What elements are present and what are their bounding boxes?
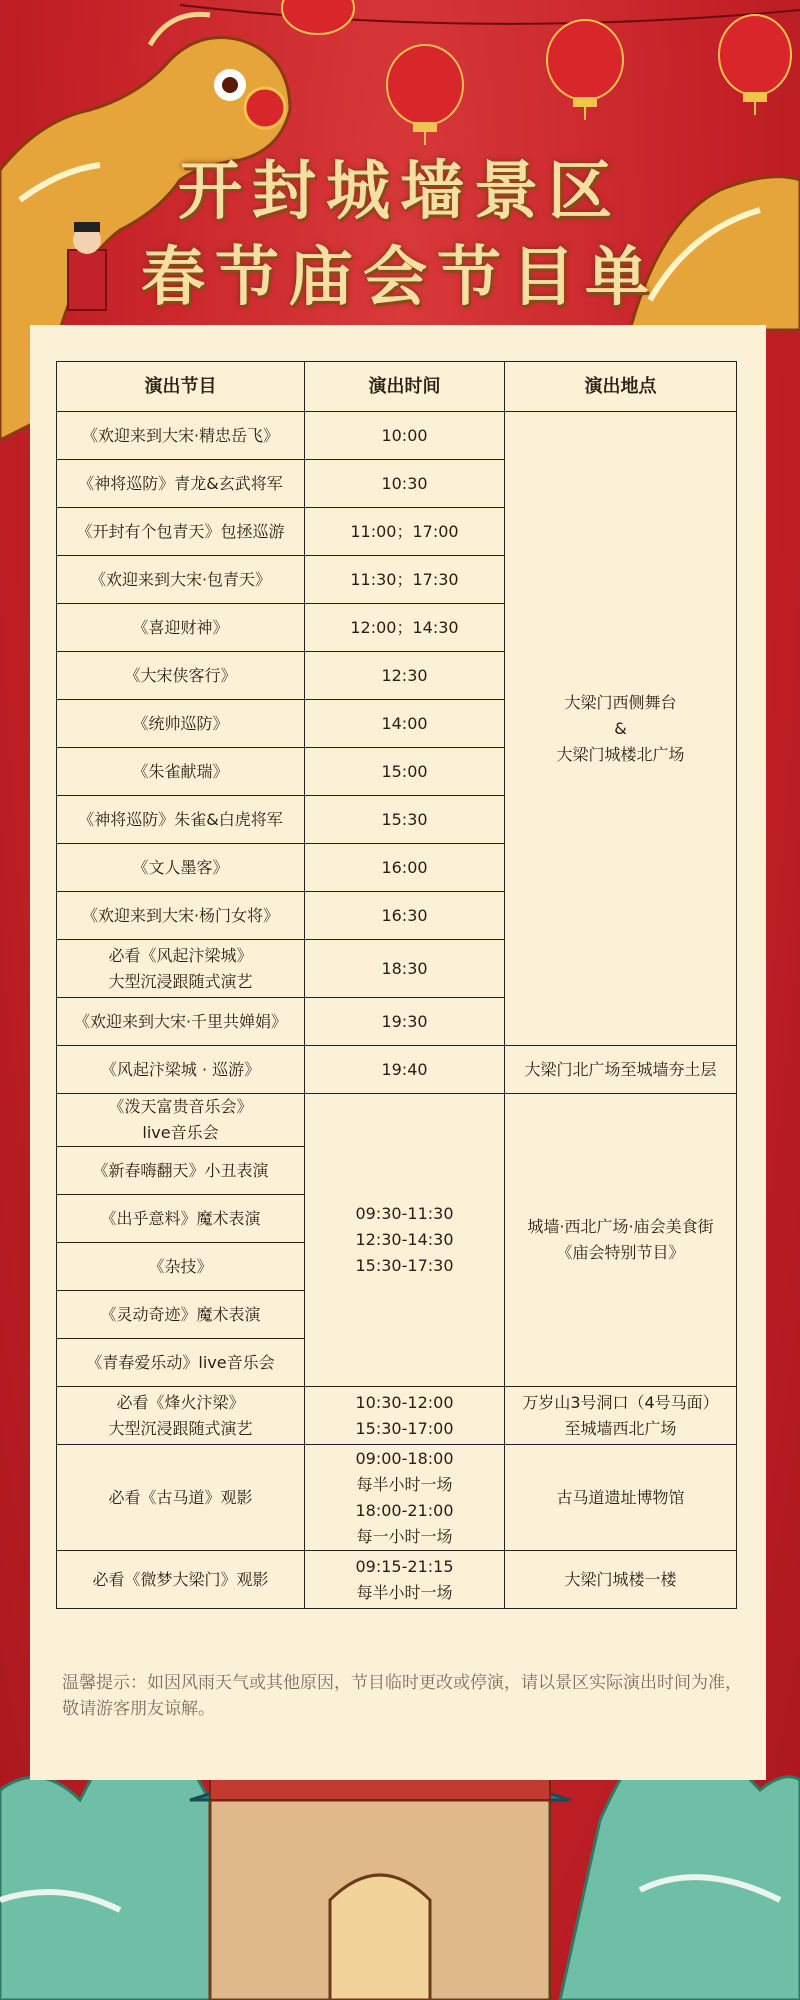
program-cell: 《喜迎财神》 bbox=[57, 604, 305, 652]
program-line: 《泼天富贵音乐会》 bbox=[108, 1097, 253, 1116]
warm-tip: 温馨提示：如因风雨天气或其他原因，节目临时更改或停演，请以景区实际演出时间为准，敬请游客朋友谅解。 bbox=[62, 1673, 742, 1719]
program-cell bbox=[57, 940, 305, 998]
venue-line: 万岁山3号洞口（4号马面） bbox=[522, 1392, 719, 1412]
program-cell: 《文人墨客》 bbox=[57, 844, 305, 892]
program-line: live音乐会 bbox=[142, 1123, 219, 1142]
time-cell: 11:00；17:00 bbox=[305, 508, 505, 556]
time-cell: 18:30 bbox=[305, 940, 505, 998]
program-cell: 《灵动奇迹》魔术表演 bbox=[57, 1291, 305, 1339]
time-cell: 12:30 bbox=[305, 652, 505, 700]
time-line: 15:30-17:00 bbox=[355, 1418, 454, 1438]
venue-cell: 大梁门城楼一楼 bbox=[505, 1551, 737, 1609]
program-line: 必看《烽火汴梁》 bbox=[116, 1392, 245, 1412]
time-cell bbox=[305, 1387, 505, 1445]
time-cell: 15:00 bbox=[305, 748, 505, 796]
time-cell: 16:00 bbox=[305, 844, 505, 892]
program-cell: 必看《古马道》观影 bbox=[57, 1445, 305, 1551]
title-line-2: 春节庙会节目单 bbox=[141, 240, 659, 315]
program-cell: 《大宋侠客行》 bbox=[57, 652, 305, 700]
venue-cell bbox=[505, 1094, 737, 1387]
table-row bbox=[57, 1046, 737, 1094]
time-cell: 14:00 bbox=[305, 700, 505, 748]
program-cell bbox=[57, 1094, 305, 1147]
table-row bbox=[57, 412, 737, 460]
header-venue: 演出地点 bbox=[505, 362, 737, 412]
venue-line: 至城墙西北广场 bbox=[564, 1418, 677, 1438]
time-line: 10:30-12:00 bbox=[355, 1392, 454, 1412]
program-cell: 《新春嗨翻天》小丑表演 bbox=[57, 1147, 305, 1195]
time-line: 09:00-18:00 bbox=[355, 1448, 454, 1468]
time-cell: 12:00；14:30 bbox=[305, 604, 505, 652]
time-cell: 16:30 bbox=[305, 892, 505, 940]
time-cell bbox=[305, 1551, 505, 1609]
program-cell: 《杂技》 bbox=[57, 1243, 305, 1291]
program-cell: 《欢迎来到大宋·杨门女将》 bbox=[57, 892, 305, 940]
program-cell: 必看《微梦大梁门》观影 bbox=[57, 1551, 305, 1609]
program-cell bbox=[57, 1387, 305, 1445]
venue-cell bbox=[505, 412, 737, 1046]
time-line: 15:30-17:30 bbox=[355, 1256, 454, 1275]
program-cell: 《出乎意料》魔术表演 bbox=[57, 1195, 305, 1243]
program-cell: 《开封有个包青天》包拯巡游 bbox=[57, 508, 305, 556]
program-panel bbox=[30, 325, 766, 1780]
time-line: 12:30-14:30 bbox=[355, 1230, 454, 1249]
time-line: 每一小时一场 bbox=[356, 1526, 453, 1546]
program-cell: 《神将巡防》朱雀&白虎将军 bbox=[57, 796, 305, 844]
venue-line: 城墙·西北广场·庙会美食街 bbox=[527, 1217, 714, 1236]
table-header-row bbox=[57, 362, 737, 412]
time-cell: 19:30 bbox=[305, 998, 505, 1046]
program-line: 大型沉浸跟随式演艺 bbox=[108, 971, 253, 991]
program-cell: 《青春爱乐动》live音乐会 bbox=[57, 1339, 305, 1387]
header-time: 演出时间 bbox=[305, 362, 505, 412]
program-cell: 《欢迎来到大宋·精忠岳飞》 bbox=[57, 412, 305, 460]
program-cell: 《朱雀献瑞》 bbox=[57, 748, 305, 796]
venue-cell bbox=[505, 1387, 737, 1445]
header-program: 演出节目 bbox=[57, 362, 305, 412]
program-line: 必看《风起汴梁城》 bbox=[108, 945, 253, 965]
time-line: 09:30-11:30 bbox=[355, 1204, 454, 1223]
program-cell: 《风起汴梁城 · 巡游》 bbox=[57, 1046, 305, 1094]
time-cell: 10:00 bbox=[305, 412, 505, 460]
table-row bbox=[57, 1551, 737, 1609]
program-cell: 《统帅巡防》 bbox=[57, 700, 305, 748]
time-cell: 19:40 bbox=[305, 1046, 505, 1094]
venue-line: & bbox=[614, 718, 627, 738]
program-cell: 《欢迎来到大宋·千里共婵娟》 bbox=[57, 998, 305, 1046]
venue-line: 大梁门城楼北广场 bbox=[556, 744, 685, 764]
venue-cell: 古马道遗址博物馆 bbox=[505, 1445, 737, 1551]
table-row bbox=[57, 1094, 737, 1147]
time-cell: 11:30；17:30 bbox=[305, 556, 505, 604]
time-line: 每半小时一场 bbox=[356, 1474, 453, 1494]
time-line: 每半小时一场 bbox=[356, 1582, 453, 1602]
title-line-1: 开封城墙景区 bbox=[178, 154, 622, 229]
time-cell: 10:30 bbox=[305, 460, 505, 508]
time-cell bbox=[305, 1445, 505, 1551]
program-cell: 《欢迎来到大宋·包青天》 bbox=[57, 556, 305, 604]
table-row bbox=[57, 1445, 737, 1551]
table-row bbox=[57, 1387, 737, 1445]
time-line: 09:15-21:15 bbox=[355, 1556, 454, 1576]
time-line: 18:00-21:00 bbox=[355, 1500, 454, 1520]
program-table bbox=[56, 361, 737, 1609]
lantern-icon bbox=[282, 0, 791, 125]
program-cell: 《神将巡防》青龙&玄武将军 bbox=[57, 460, 305, 508]
venue-line: 《庙会特别节目》 bbox=[556, 1243, 685, 1262]
venue-cell: 大梁门北广场至城墙夯土层 bbox=[505, 1046, 737, 1094]
venue-line: 大梁门西侧舞台 bbox=[564, 692, 677, 712]
time-cell bbox=[305, 1094, 505, 1387]
time-cell: 15:30 bbox=[305, 796, 505, 844]
program-line: 大型沉浸跟随式演艺 bbox=[108, 1418, 253, 1438]
